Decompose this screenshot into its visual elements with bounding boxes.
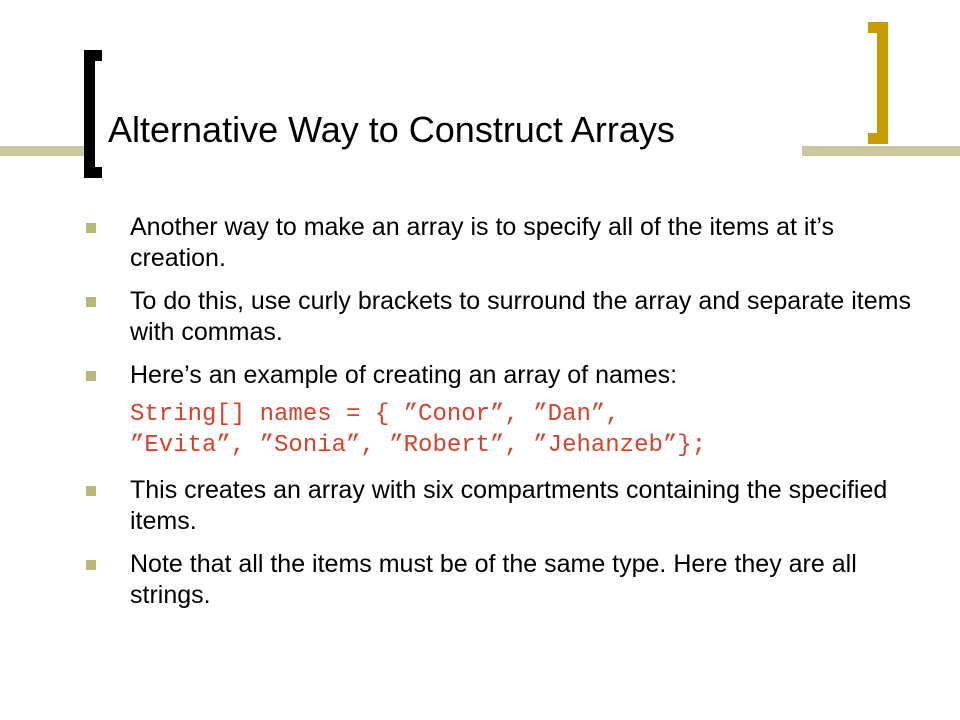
bullet-text: Here’s an example of creating an array of names:	[130, 361, 678, 389]
bullet-text: This creates an array with six compartments containing the specified items.	[130, 476, 888, 535]
square-bullet-icon	[86, 371, 96, 381]
bullet-text: Another way to make an array is to specify all of the items at it’s creation.	[130, 213, 835, 272]
square-bullet-icon	[86, 560, 96, 570]
slide-title: Alternative Way to Construct Arrays	[108, 109, 675, 150]
bullet-text: Note that all the items must be of the same type. Here they are all strings.	[130, 550, 857, 609]
bullet-item	[84, 549, 924, 611]
bullet-item	[84, 475, 924, 537]
bullet-item	[84, 212, 924, 274]
right-bracket-decoration	[868, 22, 888, 144]
square-bullet-icon	[86, 223, 96, 233]
left-bracket-decoration	[84, 50, 102, 178]
code-line: ”Evita”, ”Sonia”, ”Robert”, ”Jehanzeb”};	[130, 432, 707, 459]
bullet-list	[84, 212, 924, 623]
code-example	[84, 399, 924, 461]
square-bullet-icon	[86, 297, 96, 307]
bullet-item	[84, 286, 924, 348]
bullet-item	[84, 360, 924, 391]
code-line: String[] names = { ”Conor”, ”Dan”,	[130, 401, 620, 428]
square-bullet-icon	[86, 486, 96, 496]
bullet-text: To do this, use curly brackets to surround the array and separate items with commas.	[130, 287, 911, 346]
